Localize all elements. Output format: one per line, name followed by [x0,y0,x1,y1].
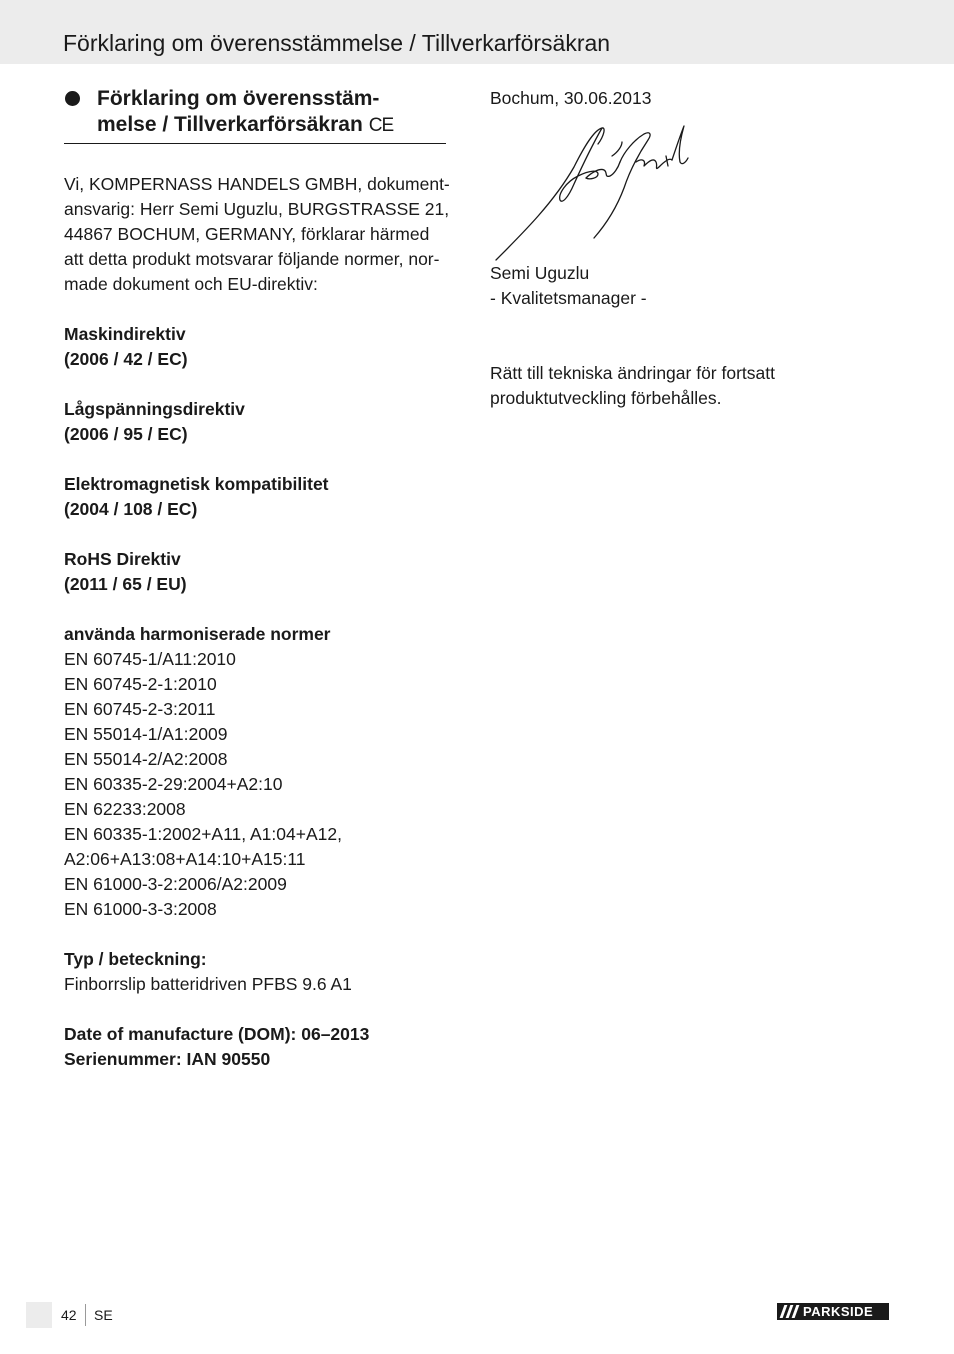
section-heading [64,86,446,144]
intro-line: Vi, KOMPERNASS HANDELS GMBH, dokument- [64,174,450,194]
manufacture-info [64,1022,454,1072]
directive-name: Elektromagnetisk kompatibilitet [64,474,329,494]
directive-name: Lågspänningsdirektiv [64,399,245,419]
directive-code: (2006 / 95 / EC) [64,424,188,444]
intro-paragraph [64,172,454,297]
section-heading-line1: Förklaring om överensstäm- [97,87,380,110]
intro-line: made dokument och EU-direktiv: [64,274,318,294]
legal-note-line1: Rätt till tekniska ändringar för fortsatt [490,363,775,383]
left-column [64,86,454,1072]
brand-logo [777,1303,889,1320]
signer-title: - Kvalitetsmanager - [490,288,647,308]
standard-item: A2:06+A13:08+A14:10+A15:11 [64,849,306,869]
directive-code: (2006 / 42 / EC) [64,349,188,369]
standard-item: EN 61000-3-3:2008 [64,899,217,919]
footer-page-box [26,1302,52,1328]
standard-item: EN 61000-3-2:2006/A2:2009 [64,874,287,894]
intro-line: 44867 BOCHUM, GERMANY, förklarar härmed [64,224,430,244]
intro-line: ansvarig: Herr Semi Uguzlu, BURGSTRASSE 21, [64,199,450,219]
brand-stripes-icon [777,1305,803,1318]
type-value: Finborrslip batteridriven PFBS 9.6 A1 [64,974,352,994]
section-heading-line2-text: melse / Tillverkarförsäkran [97,113,363,136]
page-number: 42 [61,1307,77,1323]
directive-name: RoHS Direktiv [64,549,181,569]
standard-item: EN 55014-2/A2:2008 [64,749,228,769]
ce-mark-icon: CE [368,115,394,136]
directive-code: (2004 / 108 / EC) [64,499,198,519]
type-heading: Typ / beteckning: [64,949,207,969]
standards-heading: använda harmoniserade normer [64,624,331,644]
directive-name: Maskindirektiv [64,324,186,344]
standard-item: EN 60335-1:2002+A11, A1:04+A12, [64,824,342,844]
standard-item: EN 62233:2008 [64,799,186,819]
standard-item: EN 60745-1/A11:2010 [64,649,236,669]
directive-rohs [64,547,454,597]
section-heading-line2 [97,112,446,139]
brand-name: PARKSIDE [803,1304,874,1319]
bullet-icon [65,91,80,106]
intro-line: att detta produkt motsvarar följande normer, nor- [64,249,440,269]
date-of-manufacture: Date of manufacture (DOM): 06–2013 [64,1024,370,1044]
standards-list [64,622,454,922]
legal-note-line2: produktutveckling förbehålles. [490,388,722,408]
place-date: Bochum, 30.06.2013 [490,88,652,108]
directive-emc [64,472,454,522]
directive-machinery [64,322,454,372]
standard-item: EN 55014-1/A1:2009 [64,724,228,744]
signature-icon [494,122,694,262]
standard-item: EN 60745-2-1:2010 [64,674,217,694]
standard-item: EN 60745-2-3:2011 [64,699,216,719]
directive-low-voltage [64,397,454,447]
serial-number: Serienummer: IAN 90550 [64,1049,271,1069]
type-designation [64,947,454,997]
page-title: Förklaring om överensstämmelse / Tillverkarförsäkran [63,30,611,56]
signer-name: Semi Uguzlu [490,263,590,283]
directive-code: (2011 / 65 / EU) [64,574,187,594]
language-code: SE [94,1307,113,1323]
footer-divider [85,1304,86,1326]
standard-item: EN 60335-2-29:2004+A2:10 [64,774,283,794]
